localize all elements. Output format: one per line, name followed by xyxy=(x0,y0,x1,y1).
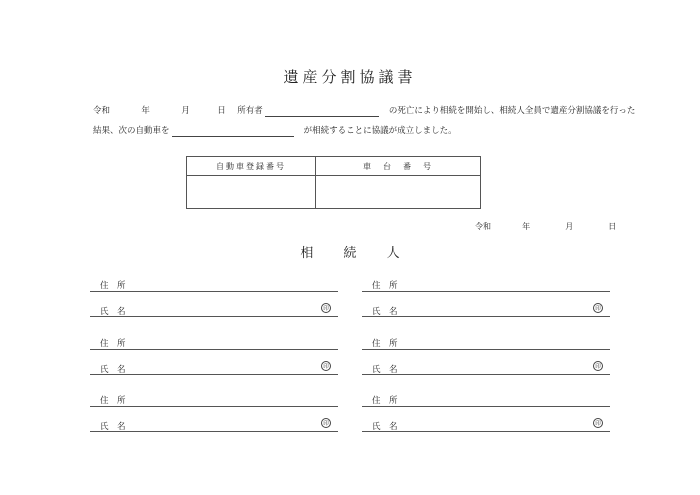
owner-label: 所有者 xyxy=(237,106,263,116)
month-unit: 月 xyxy=(181,106,190,116)
date-era: 令和 xyxy=(475,222,491,231)
vehicle-table xyxy=(186,156,481,209)
heirs-heading-char: 相 xyxy=(300,246,314,261)
era-label: 令和 xyxy=(93,106,111,116)
registration-number-cell[interactable] xyxy=(187,176,316,209)
heir-address-field[interactable] xyxy=(362,406,610,407)
intro-text-2a: 結果、次の自動車を xyxy=(93,126,170,136)
intro-text-2b: が相続することに協議が成立しました。 xyxy=(303,126,457,136)
seal-mark-icon: 印 xyxy=(321,303,331,313)
heir-address-label: 住 所 xyxy=(100,396,126,406)
heir-name-field[interactable] xyxy=(90,316,338,317)
registration-number-header: 自動車登録番号 xyxy=(187,157,316,176)
heir-name-label: 氏 名 xyxy=(100,422,126,432)
intro-line-2 xyxy=(93,126,457,137)
heir-address-label: 住 所 xyxy=(372,396,398,406)
heir-name-field[interactable] xyxy=(172,136,294,137)
date-day-unit: 日 xyxy=(608,222,617,231)
seal-mark-icon: 印 xyxy=(593,361,603,371)
intro-text-1: の死亡により相続を開始し、相続人全員で遺産分割協議を行った xyxy=(388,106,636,116)
heir-address-field[interactable] xyxy=(90,349,338,350)
heir-name-label: 氏 名 xyxy=(100,307,126,317)
heir-name-label: 氏 名 xyxy=(372,307,398,317)
heir-address-label: 住 所 xyxy=(100,339,126,349)
heir-name-label: 氏 名 xyxy=(100,365,126,375)
heir-address-field[interactable] xyxy=(90,291,338,292)
heir-name-label: 氏 名 xyxy=(372,365,398,375)
heir-address-label: 住 所 xyxy=(372,281,398,291)
heir-name-label: 氏 名 xyxy=(372,422,398,432)
document-title: 遺産分割協議書 xyxy=(283,68,417,86)
seal-mark-icon: 印 xyxy=(593,418,603,428)
chassis-number-cell[interactable] xyxy=(316,176,481,209)
year-unit: 年 xyxy=(141,106,150,116)
agreement-date xyxy=(475,221,616,232)
heir-address-field[interactable] xyxy=(362,291,610,292)
heirs-heading xyxy=(0,242,700,261)
chassis-number-header: 車 台 番 号 xyxy=(316,157,481,176)
seal-mark-icon: 印 xyxy=(321,361,331,371)
heir-address-label: 住 所 xyxy=(372,339,398,349)
heir-name-field[interactable] xyxy=(90,431,338,432)
heir-name-field[interactable] xyxy=(362,374,610,375)
date-month-unit: 月 xyxy=(565,222,574,231)
heirs-heading-char: 続 xyxy=(343,246,357,261)
day-unit: 日 xyxy=(217,106,226,116)
heir-address-field[interactable] xyxy=(362,349,610,350)
heirs-heading-char: 人 xyxy=(386,246,400,261)
heir-address-field[interactable] xyxy=(90,406,338,407)
seal-mark-icon: 印 xyxy=(593,303,603,313)
heir-name-field[interactable] xyxy=(362,431,610,432)
intro-line-1 xyxy=(93,106,635,117)
owner-name-field[interactable] xyxy=(265,116,379,117)
heir-address-label: 住 所 xyxy=(100,281,126,291)
heir-name-field[interactable] xyxy=(362,316,610,317)
date-year-unit: 年 xyxy=(522,222,531,231)
heir-name-field[interactable] xyxy=(90,374,338,375)
seal-mark-icon: 印 xyxy=(321,418,331,428)
